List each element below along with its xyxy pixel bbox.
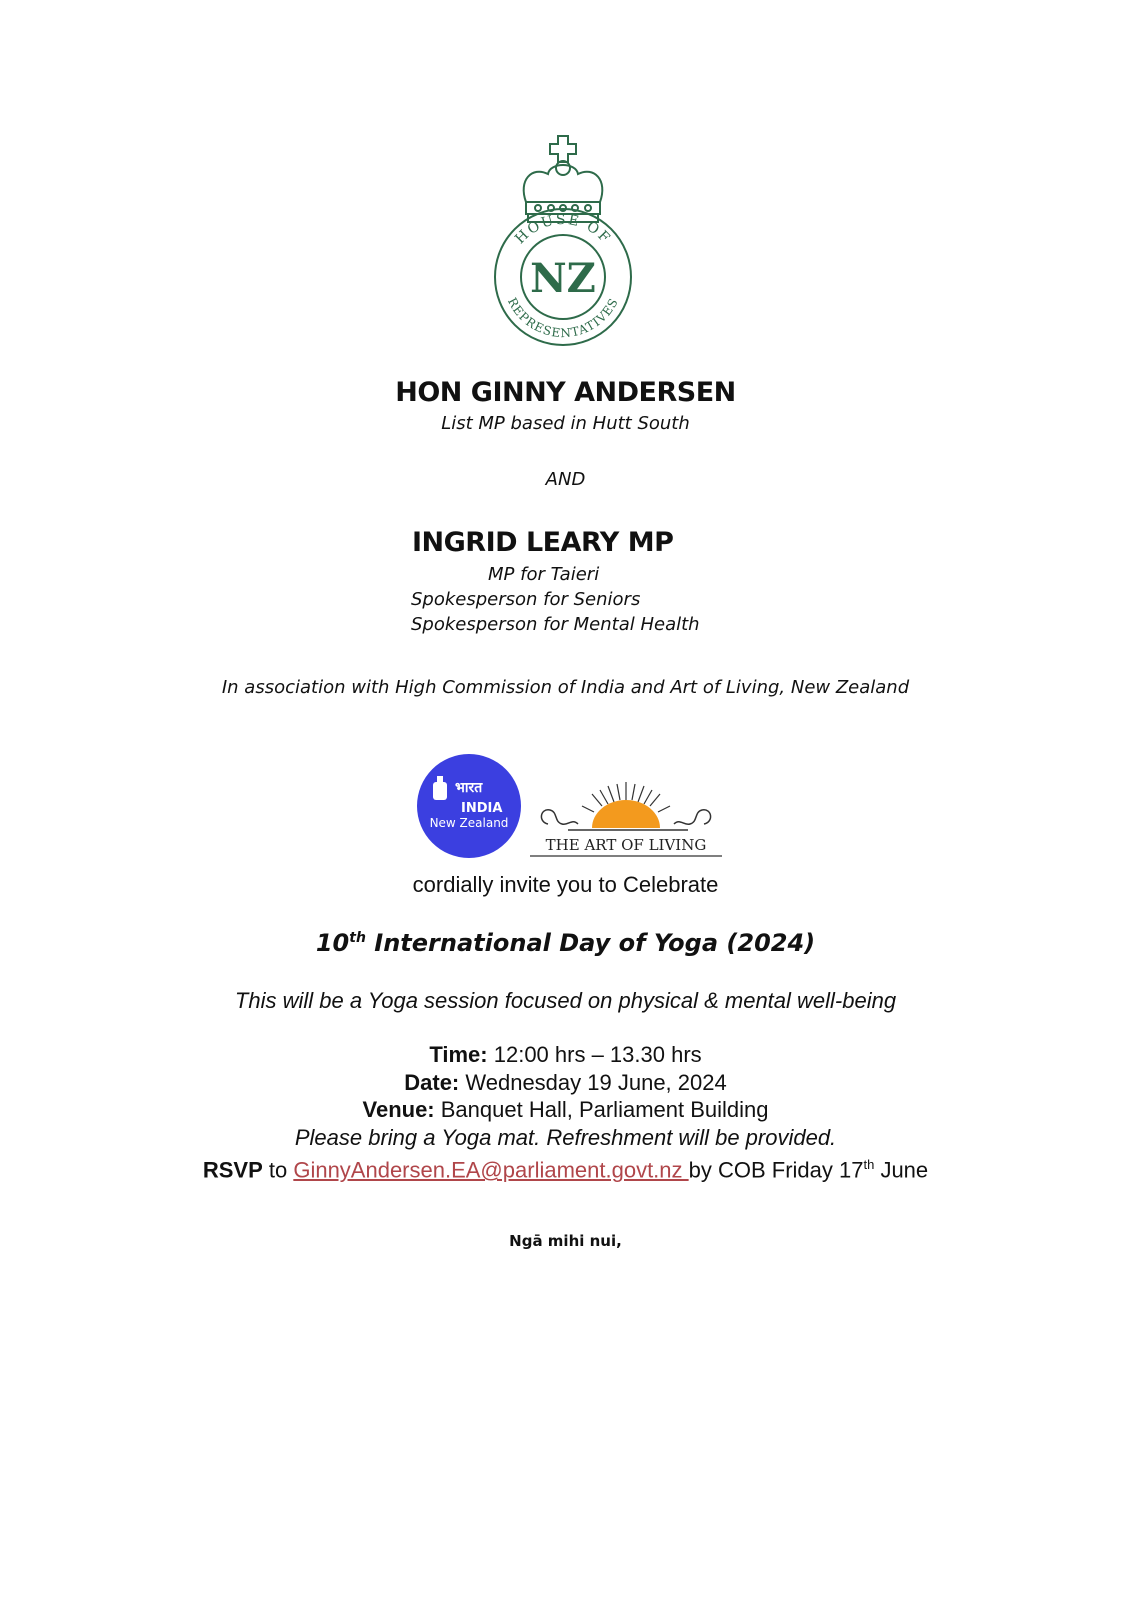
conjunction: AND [545,469,586,490]
invite-text: cordially invite you to Celebrate [412,872,719,897]
sun-icon [592,800,660,828]
event-description: This will be a Yoga session focused on physical & mental well-being [234,988,897,1013]
date-label: Date: [404,1070,460,1095]
crest-monogram: NZ [530,255,596,302]
event-ordinal-number: 10 [315,929,350,957]
time-line [0,1041,1131,1069]
host2-role-3: Spokesperson for Mental Health [411,614,700,635]
india-logo-line2: New Zealand [429,816,509,830]
india-logo-script: भारत [455,780,483,796]
art-of-living-logo [528,778,724,866]
venue-label: Venue: [362,1097,435,1122]
crest-ring-bottom-text: REPRESENTATIVES [504,295,622,341]
rsvp-deadline: by COB Friday 17 [688,1157,864,1183]
host1-name: HON GINNY ANDERSEN [395,377,736,408]
rsvp-line [0,1151,1131,1184]
rsvp-deadline-suffix: th [863,1157,875,1172]
art-of-living-text: THE ART OF LIVING [545,836,707,854]
rsvp-label: RSVP [202,1157,263,1183]
rsvp-to: to [262,1157,294,1183]
house-of-representatives-crest [488,132,638,350]
date-line [0,1069,1131,1097]
association-text: In association with High Commission of India and Art of Living, New Zealand [221,677,910,698]
host1-role: List MP based in Hutt South [441,413,690,434]
host2-role-1: MP for Taieri [488,564,600,585]
closing-greeting: Ngā mihi nui, [509,1232,622,1250]
time-value: 12:00 hrs – 13.30 hrs [487,1042,702,1067]
host2-name: INGRID LEARY MP [412,527,674,558]
crest-ring-top-text: HOUSE OF [512,211,614,248]
event-title-text: International Day of Yoga (2024) [365,929,816,957]
event-title [0,929,1131,957]
venue-line [0,1096,1131,1124]
date-value: Wednesday 19 June, 2024 [459,1070,727,1095]
rsvp-email-link[interactable]: GinnyAndersen.EA@parliament.govt.nz [293,1157,689,1183]
swan-right-icon [674,810,711,825]
time-label: Time: [429,1042,488,1067]
swan-left-icon [541,810,578,825]
svg-text:REPRESENTATIVES [505,295,621,340]
emblem-icon [433,782,447,800]
india-logo-line1: INDIA [461,801,503,816]
event-ordinal-suffix: th [349,930,366,946]
venue-value: Banquet Hall, Parliament Building [434,1097,769,1122]
india-high-commission-logo [417,754,521,858]
host2-role-2: Spokesperson for Seniors [411,589,641,610]
note-line: Please bring a Yoga mat. Refreshment will be provided. [294,1125,837,1150]
rsvp-deadline-month: June [874,1157,929,1183]
